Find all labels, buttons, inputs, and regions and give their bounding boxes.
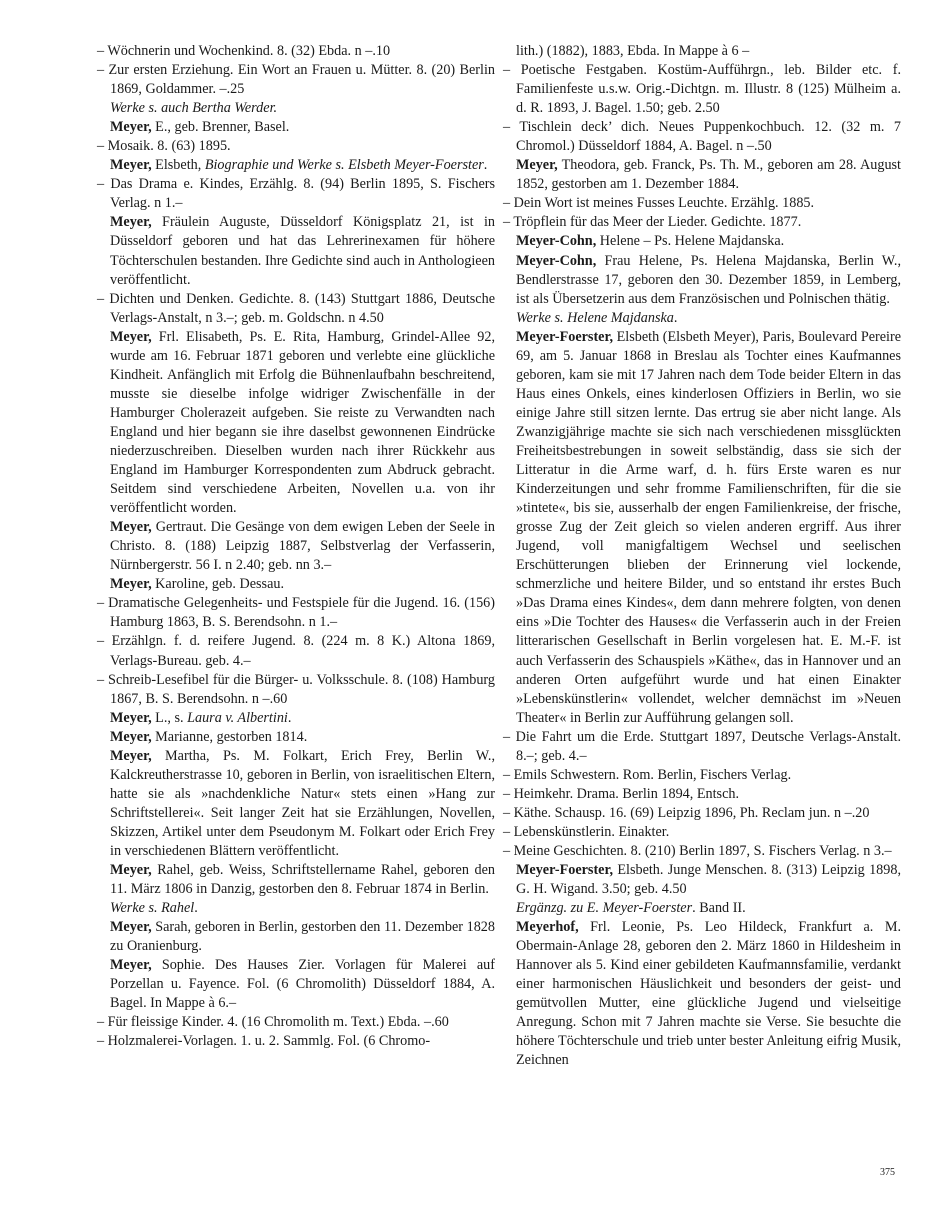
entry-text: Martha, Ps. M. Folkart, Erich Frey, Berlin W., Kalckreutherstrasse 10, geboren in Berlin, von israelitischen Eltern, hatte sie als »nachdenkliche Natur« stets einen »Hang zur Schriftstellerei«. Seit langer Zeit hat sie Erzählungen, Novellen, Skizzen, Artikel unter dem Pseudonym M. Folkart oder Erich Frey in verschiedenen Blättern veröffentlicht. — [110, 747, 495, 859]
entry-text: – Dramatische Gelegenheits- und Festspiele für die Jugend. 16. (156) Hamburg 1863, B. S. Berendsohn. n 1.– — [97, 595, 495, 631]
entry-text: – Erzählgn. f. d. reifere Jugend. 8. (224 m. 8 K.) Altona 1869, Verlags-Bureau. geb. 4.– — [97, 633, 495, 669]
entry-name: Meyer, — [110, 957, 152, 974]
entry-text: – Dein Wort ist meines Fusses Leuchte. Erzählg. 1885. — [503, 195, 815, 212]
work-listing — [503, 823, 901, 842]
entry-text: – Das Drama e. Kindes, Erzählg. 8. (94) Berlin 1895, S. Fischers Verlag. n 1.– — [97, 176, 495, 212]
entry-text: – Tischlein deck’ dich. Neues Puppenkochbuch. 12. (32 m. 7 Chromol.) Düsseldorf 1884, A. Bagel. n –.50 — [503, 119, 901, 155]
entry-text: – Die Fahrt um die Erde. Stuttgart 1897, Deutsche Verlags-Anstalt. 8.–; geb. 4.– — [503, 728, 901, 764]
work-listing — [503, 61, 901, 118]
entry-text: – Meine Geschichten. 8. (210) Berlin 1897, S. Fischers Verlag. n 3.– — [503, 842, 892, 859]
entry-name: Meyer, — [110, 728, 152, 745]
right-column — [503, 42, 901, 1071]
work-listing — [97, 1032, 495, 1051]
entry-name: Meyer, — [110, 919, 152, 936]
entry-paragraph — [110, 213, 495, 289]
entry-italic: Ergänzg. zu E. Meyer-Foerster — [516, 900, 693, 917]
entry-text: Marianne, gestorben 1814. — [151, 728, 308, 745]
entry-paragraph — [110, 518, 495, 575]
cross-reference — [516, 42, 901, 61]
entry-paragraph — [110, 956, 495, 1013]
work-listing — [97, 137, 495, 156]
entry-text: – Dichten und Denken. Gedichte. 8. (143) Stuttgart 1886, Deutsche Verlags-Anstalt, n 3.–; geb. m. Goldschn. n 4.50 — [97, 290, 495, 326]
entry-name: Meyer, — [110, 519, 152, 536]
entry-paragraph — [516, 252, 901, 309]
entry-paragraph — [110, 747, 495, 861]
cross-reference — [110, 99, 495, 118]
work-listing — [503, 194, 901, 213]
entry-paragraph — [110, 156, 495, 175]
work-listing — [97, 61, 495, 99]
entry-text: Gertraut. Die Gesänge von dem ewigen Leben der Seele in Christo. 8. (188) Leipzig 1887, Selbstverlag der Verfasserin, Nürnbergerstr. 56 I. n 2.40; geb. nn 3.– — [110, 519, 495, 574]
entry-tail: . — [483, 157, 488, 174]
entry-text: – Poetische Festgaben. Kostüm-Aufführgn., leb. Bilder etc. f. Familienfeste u.s.w. Orig.-Dichtgn. m. Illustr. 8 (125) Mülheim a. d. R. 1893, J. Bagel. 1.50; geb. 2.50 — [503, 62, 901, 117]
entry-paragraph — [110, 575, 495, 594]
cross-reference — [516, 899, 901, 918]
work-listing — [97, 594, 495, 632]
entry-text: Sophie. Des Hauses Zier. Vorlagen für Malerei auf Porzellan u. Fayence. Fol. (6 Chromolith) Düsseldorf 1884, A. Bagel. In Mappe à 6.– — [110, 957, 495, 1012]
work-listing — [97, 632, 495, 670]
entry-text: – Tröpflein für das Meer der Lieder. Gedichte. 1877. — [503, 214, 802, 231]
entry-text: E., geb. Brenner, Basel. — [151, 119, 290, 136]
entry-text: Rahel, geb. Weiss, Schriftstellername Rahel, geboren den 11. März 1806 in Danzig, gestorben den 8. Februar 1874 in Berlin. — [110, 862, 495, 898]
entry-name: Meyer, — [110, 119, 152, 136]
entry-text: – Für fleissige Kinder. 4. (16 Chromolith m. Text.) Ebda. –.60 — [97, 1014, 449, 1031]
entry-text: – Käthe. Schausp. 16. (69) Leipzig 1896, Ph. Reclam jun. n –.20 — [503, 804, 870, 821]
entry-text: – Holzmalerei-Vorlagen. 1. u. 2. Sammlg. Fol. (6 Chromo- — [97, 1033, 431, 1050]
entry-text: Karoline, geb. Dessau. — [151, 576, 285, 593]
entry-text: lith.) (1882), 1883, Ebda. In Mappe à 6 – — [516, 43, 750, 59]
entry-text: Frau Helene, Ps. Helena Majdanska, Berlin W., Bendlerstrasse 17, geboren den 30. Dezember 1859, in Lemberg, ist als Übersetzerin aus dem Französischen und Polnischen thätig. — [516, 252, 901, 307]
entry-text: – Zur ersten Erziehung. Ein Wort an Frauen u. Mütter. 8. (20) Berlin 1869, Goldammer. –.25 — [97, 62, 495, 98]
entry-tail: . Band II. — [692, 900, 746, 917]
page-number: 375 — [880, 1167, 895, 1178]
entry-text: – Wöchnerin und Wochenkind. 8. (32) Ebda. n –.10 — [97, 43, 391, 59]
entry-text: Elsbeth, — [151, 157, 205, 174]
entry-text: – Lebenskünstlerin. Einakter. — [503, 823, 670, 840]
entry-name: Meyer, — [110, 157, 152, 174]
work-listing — [503, 842, 901, 861]
entry-tail: . — [194, 900, 198, 917]
entry-italic: Laura v. Albertini — [187, 709, 288, 726]
entry-text: Fräulein Auguste, Düsseldorf Königsplatz 21, ist in Düsseldorf geboren und hat das Lehrerinexamen für höhere Töchterschulen bestanden. Ihre Gedichte sind auch in Anthologieen veröffentlicht. — [110, 214, 495, 288]
work-listing — [503, 766, 901, 785]
entry-paragraph — [110, 118, 495, 137]
entry-text: – Schreib-Lesefibel für die Bürger- u. Volksschule. 8. (108) Hamburg 1867, B. S. Berendsohn. n –.60 — [97, 671, 495, 707]
entry-name: Meyer-Cohn, — [516, 252, 597, 269]
entry-paragraph — [516, 232, 901, 251]
work-listing — [503, 213, 901, 232]
entry-paragraph — [110, 709, 495, 728]
entry-paragraph — [110, 861, 495, 899]
entry-name: Meyer, — [110, 328, 152, 345]
entry-name: Meyer-Foerster, — [516, 862, 614, 879]
work-listing — [97, 290, 495, 328]
entry-text: – Emils Schwestern. Rom. Berlin, Fischers Verlag. — [503, 766, 792, 783]
left-column — [97, 42, 495, 1051]
entry-paragraph — [110, 728, 495, 747]
entry-italic: Werke s. auch Bertha Werder. — [110, 100, 278, 117]
entry-paragraph — [516, 156, 901, 194]
entry-text: L., s. — [151, 709, 188, 726]
entry-text: – Mosaik. 8. (63) 1895. — [97, 138, 231, 155]
entry-name: Meyer, — [110, 214, 152, 231]
entry-text: Frl. Elisabeth, Ps. E. Rita, Hamburg, Grindel-Allee 92, wurde am 16. Februar 1871 geboren und verlebte eine glückliche Kindheit. Anfänglich mit Erfolg die Bühnenlaufbahn beschreitend, musste sie dieselbe infolge widriger Zwischenfälle in der Hamburger Cholerazeit aufgeben. Sie reiste zu Verwandten nach England und hier begann sie ihre daselbst gewonnenen Eindrücke niederzuschreiben. Dieselben wurden nach ihrer Rückkehr aus England im Hamburger Korrespondenten zum Abdruck gebracht. Seitdem sind verschiedene Arbeiten, Novellen u.a. von ihr veröffentlicht worden. — [110, 328, 495, 517]
entry-name: Meyer-Foerster, — [516, 328, 614, 345]
entry-name: Meyer, — [110, 862, 152, 879]
entry-text: – Heimkehr. Drama. Berlin 1894, Entsch. — [503, 785, 740, 802]
entry-paragraph — [516, 918, 901, 1070]
entry-name: Meyerhof, — [516, 919, 579, 936]
entry-paragraph — [516, 861, 901, 899]
entry-tail: . — [673, 309, 678, 326]
work-listing — [97, 42, 495, 61]
entry-name: Meyer, — [110, 576, 152, 593]
work-listing — [503, 785, 901, 804]
cross-reference — [110, 899, 495, 918]
entry-tail: . — [287, 709, 292, 726]
entry-text: Frl. Leonie, Ps. Leo Hildeck, Frankfurt a. M. Obermain-Anlage 28, geboren den 2. März 1860 in Hildesheim in Hannover als 5. Kind einer gebildeten Kaufmannsfamilie, verdankt einer harmonischen Häuslichkeit und besonders der geist- und gemütvollen Mutter, eine glückliche Jugend und vielseitige Anregung. Schon mit 7 Jahren machte sie Verse. Sie besuchte die höhere Töchterschule und trieb unter bester Anleitung eifrig Musik, Zeichnen — [516, 919, 901, 1069]
work-listing — [97, 1013, 495, 1032]
entry-paragraph — [110, 328, 495, 518]
work-listing — [503, 118, 901, 156]
entry-text: Elsbeth. Junge Menschen. 8. (313) Leipzig 1898, G. H. Wigand. 3.50; geb. 4.50 — [516, 862, 901, 898]
entry-text: Theodora, geb. Franck, Ps. Th. M., geboren am 28. August 1852, gestorben am 1. Dezember 1884. — [516, 157, 901, 193]
work-listing — [503, 804, 901, 823]
entry-name: Meyer, — [516, 157, 558, 174]
entry-name: Meyer, — [110, 747, 152, 764]
entry-text: Sarah, geboren in Berlin, gestorben den 11. Dezember 1828 zu Oranienburg. — [110, 919, 495, 955]
cross-reference — [516, 309, 901, 328]
entry-text: Helene – Ps. Helene Majdanska. — [596, 233, 785, 250]
work-listing — [503, 728, 901, 766]
entry-italic: Werke s. Helene Majdanska — [516, 309, 674, 326]
entry-paragraph — [516, 328, 901, 728]
entry-name: Meyer, — [110, 709, 152, 726]
work-listing — [97, 175, 495, 213]
entry-paragraph — [110, 918, 495, 956]
entry-text: Elsbeth (Elsbeth Meyer), Paris, Boulevard Pereire 69, am 5. Januar 1868 in Breslau als Tochter eines Kaufmannes geboren, kam sie mit 17 Jahren nach dem Tode beider Eltern in das Haus eines Onkels, eines kinderlosen Offiziers in Berlin, wo sie einige Jahre still sitzen lernte. Das ertrug sie aber nicht lange. Als Zwanzigjährige machte sie sich nach verschiedenen missglückten Freiheitsbestrebungen in soweit selbständig, dass sie sich der Litteratur in die Arme warf, d. h. fürs Erste waren es nur Kinderzeitungen und sehr fromme Familienschriften, für die sie »tintete«, bis sie, ausserhalb der engen Familienkreise, der frische, grosse Zug der Zeit gleich so vielen anderen ergriff. Aus ihrer Jugend, voll manigfaltigem Wechsel und seelischen Erschütterungen blieben der Erinnerung viel lockende, schmerzliche und heitere Bilder, und so entstand ihr erstes Buch »Das Drama eines Kindes«, dem dann mehrere folgten, von denen eins »Die Tochter des Hauses« die Verfasserin auch in der Freien litterarischen Gesellschaft in Berlin vorgelesen hat. E. M.-F. ist auch Verfasserin des Schauspiels »Käthe«, das in Hannover und an anderen Orten aufgeführt wurde und hat einen Einakter »Lebenskünstlerin« vollendet, welcher demnächst im »Neuen Theater« in Berlin zur Aufführung gelangen soll. — [516, 328, 901, 726]
work-listing — [97, 671, 495, 709]
entry-italic: Biographie und Werke s. Elsbeth Meyer-Foerster — [204, 157, 484, 174]
entry-italic: Werke s. Rahel — [110, 900, 195, 917]
entry-name: Meyer-Cohn, — [516, 233, 597, 250]
